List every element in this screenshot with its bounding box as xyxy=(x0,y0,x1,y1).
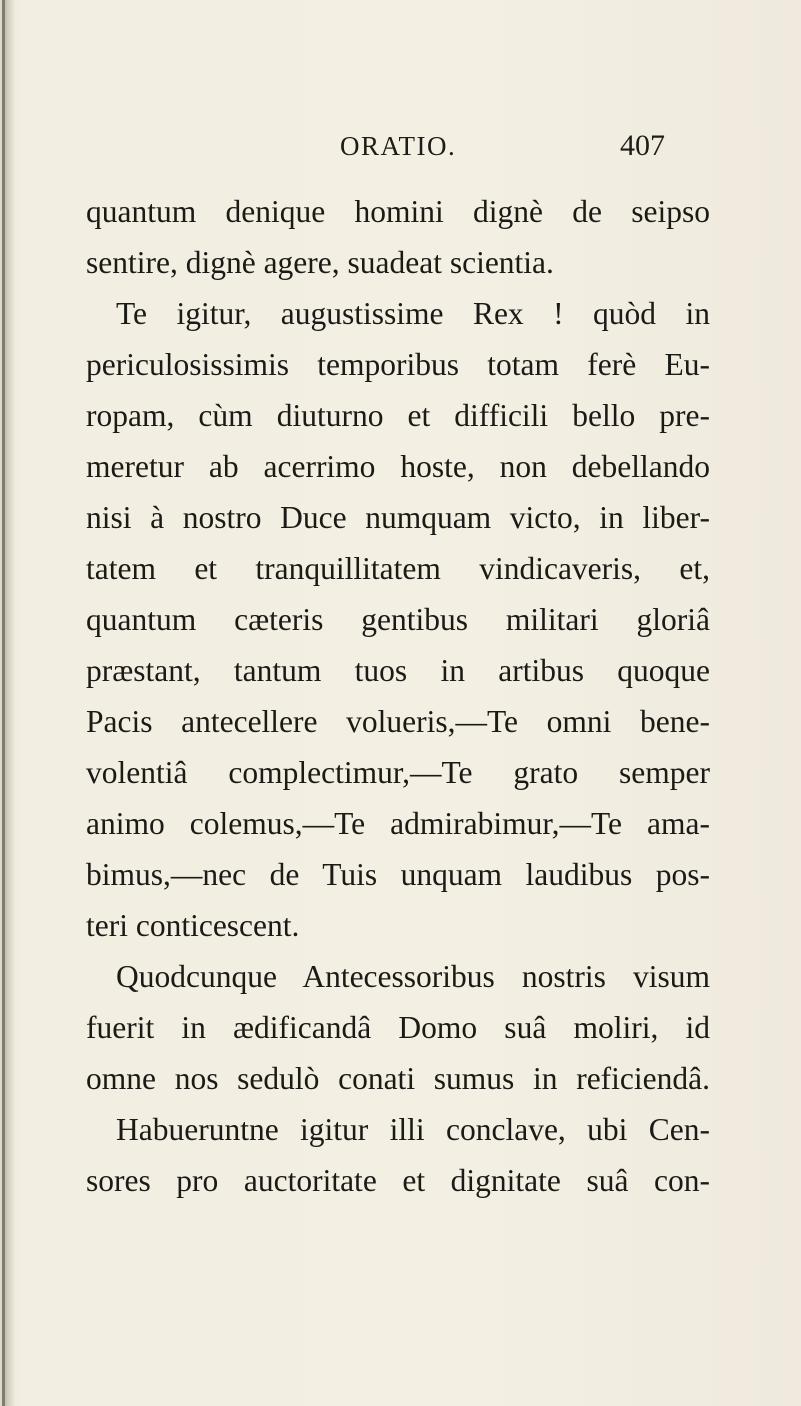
text-line: bimus,—nec de Tuis unquam laudibus pos- xyxy=(86,857,710,892)
page-number: 407 xyxy=(620,129,665,162)
text-line: nisi à nostro Duce numquam victo, in liber- xyxy=(86,500,710,535)
text-line: meretur ab acerrimo hoste, non debellando xyxy=(86,449,710,484)
text-line: præstant, tantum tuos in artibus quoque xyxy=(86,653,710,688)
binding-shadow xyxy=(5,0,15,1406)
text-line: periculosissimis temporibus totam ferè Eu- xyxy=(86,347,710,382)
text-line: Pacis antecellere volueris,—Te omni bene- xyxy=(86,704,710,739)
text-line: tatem et tranquillitatem vindicaveris, et, xyxy=(86,551,710,586)
text-line: teri conticescent. xyxy=(86,908,300,943)
text-line: omne nos sedulò conati sumus in reficiendâ. xyxy=(86,1061,710,1096)
text-line: sores pro auctoritate et dignitate suâ con- xyxy=(86,1163,710,1198)
text-line: fuerit in ædificandâ Domo suâ moliri, id xyxy=(86,1010,710,1045)
text-line: Te igitur, augustissime Rex ! quòd in xyxy=(116,296,710,331)
text-line: Habueruntne igitur illi conclave, ubi Cen- xyxy=(116,1112,710,1147)
text-line: ropam, cùm diuturno et difficili bello pre- xyxy=(86,398,710,433)
running-title: ORATIO. xyxy=(340,131,457,161)
text-line: animo colemus,—Te admirabimur,—Te ama- xyxy=(86,806,710,841)
text-line: Quodcunque Antecessoribus nostris visum xyxy=(116,959,710,994)
body-text xyxy=(86,186,710,1206)
text-line: volentiâ complectimur,—Te grato semper xyxy=(86,755,710,790)
text-line: sentire, dignè agere, suadeat scientia. xyxy=(86,245,554,280)
text-line: quantum denique homini dignè de seipso xyxy=(86,194,710,229)
text-line: quantum cæteris gentibus militari gloriâ xyxy=(86,602,710,637)
